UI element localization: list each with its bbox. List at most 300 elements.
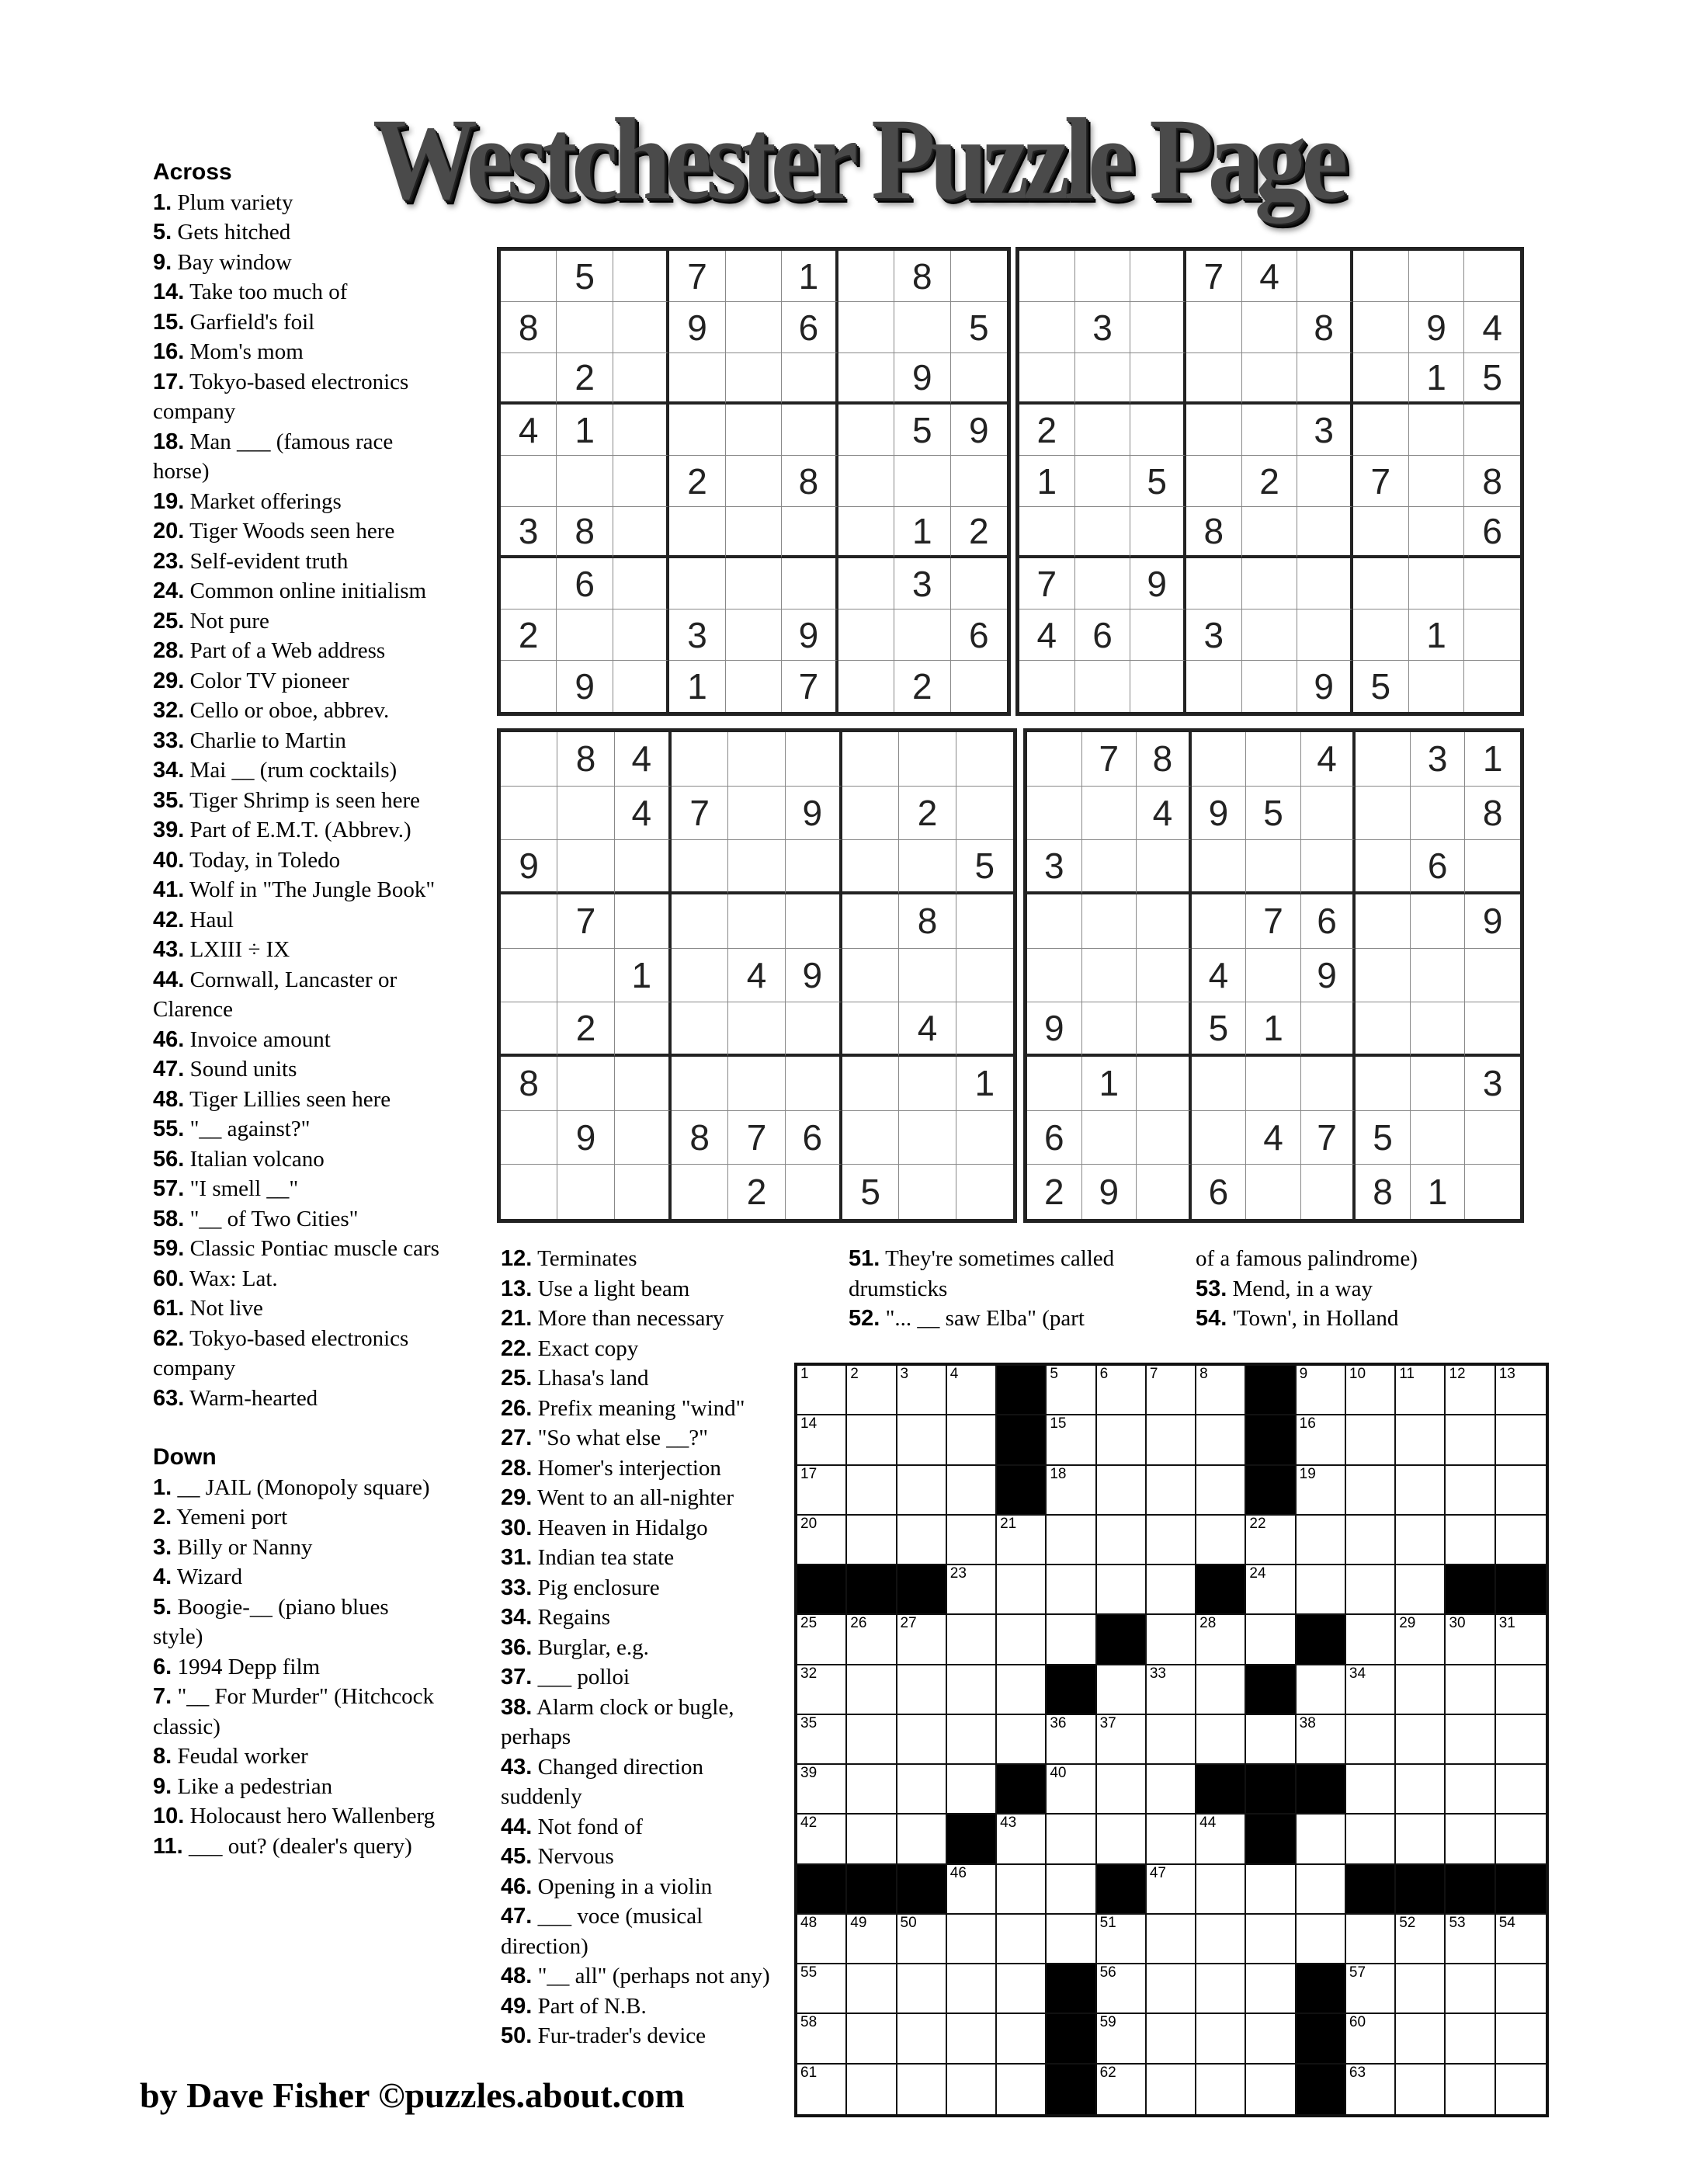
sudoku-cell[interactable] xyxy=(1075,507,1131,558)
crossword-square[interactable] xyxy=(1147,1415,1196,1465)
crossword-square[interactable] xyxy=(1496,2065,1546,2114)
sudoku-cell[interactable] xyxy=(1301,949,1356,1003)
sudoku-cell[interactable] xyxy=(615,1057,672,1111)
sudoku-cell[interactable] xyxy=(1465,1165,1520,1219)
sudoku-cell[interactable] xyxy=(1019,507,1075,558)
sudoku-cell[interactable] xyxy=(1075,661,1131,712)
sudoku-cell[interactable] xyxy=(1082,1057,1137,1111)
crossword-square[interactable] xyxy=(1196,1815,1246,1864)
crossword-square[interactable] xyxy=(1496,1615,1546,1665)
sudoku-cell[interactable] xyxy=(1356,840,1411,894)
sudoku-cell[interactable] xyxy=(951,507,1007,558)
sudoku-cell[interactable] xyxy=(786,732,842,787)
sudoku-cell[interactable] xyxy=(1019,405,1075,456)
crossword-square[interactable] xyxy=(1446,1466,1495,1516)
sudoku-cell[interactable] xyxy=(1246,732,1301,787)
sudoku-cell[interactable] xyxy=(557,405,613,456)
sudoku-cell[interactable] xyxy=(1027,1057,1082,1111)
sudoku-cell[interactable] xyxy=(956,840,1013,894)
sudoku-cell[interactable] xyxy=(1301,1002,1356,1057)
crossword-square[interactable] xyxy=(947,1366,997,1415)
crossword-square[interactable] xyxy=(797,1466,847,1516)
sudoku-cell[interactable] xyxy=(726,302,782,353)
sudoku-cell[interactable] xyxy=(669,302,725,353)
crossword-square[interactable] xyxy=(1496,1964,1546,2014)
crossword-square[interactable] xyxy=(1047,1565,1096,1615)
sudoku-cell[interactable] xyxy=(1301,894,1356,949)
sudoku-cell[interactable] xyxy=(501,609,557,661)
sudoku-cell[interactable] xyxy=(786,949,842,1003)
crossword-square[interactable] xyxy=(1396,2065,1446,2114)
sudoku-cell[interactable] xyxy=(1027,787,1082,841)
sudoku-cell[interactable] xyxy=(1301,1165,1356,1219)
crossword-square[interactable] xyxy=(1396,1565,1446,1615)
sudoku-cell[interactable] xyxy=(956,949,1013,1003)
sudoku-cell[interactable] xyxy=(1130,507,1186,558)
crossword-square[interactable] xyxy=(1147,1665,1196,1715)
sudoku-cell[interactable] xyxy=(951,353,1007,405)
sudoku-cell[interactable] xyxy=(1465,732,1520,787)
sudoku-cell[interactable] xyxy=(557,661,613,712)
sudoku-cell[interactable] xyxy=(1130,302,1186,353)
crossword-square[interactable] xyxy=(1147,1466,1196,1516)
sudoku-cell[interactable] xyxy=(1464,507,1520,558)
crossword-square[interactable] xyxy=(1446,1415,1495,1465)
sudoku-cell[interactable] xyxy=(899,949,956,1003)
sudoku-cell[interactable] xyxy=(1130,353,1186,405)
crossword-square[interactable] xyxy=(897,1715,947,1765)
crossword-square[interactable] xyxy=(1496,1815,1546,1864)
sudoku-cell[interactable] xyxy=(956,1002,1013,1057)
sudoku-cell[interactable] xyxy=(1186,405,1242,456)
crossword-square[interactable] xyxy=(1196,1516,1246,1565)
sudoku-cell[interactable] xyxy=(557,353,613,405)
sudoku-cell[interactable] xyxy=(951,405,1007,456)
sudoku-cell[interactable] xyxy=(842,840,899,894)
sudoku-cell[interactable] xyxy=(1353,507,1409,558)
sudoku-cell[interactable] xyxy=(613,405,669,456)
crossword-square[interactable] xyxy=(1496,1715,1546,1765)
crossword-square[interactable] xyxy=(897,1964,947,2014)
crossword-square[interactable] xyxy=(847,1715,897,1765)
sudoku-cell[interactable] xyxy=(1242,405,1298,456)
sudoku-cell[interactable] xyxy=(1130,405,1186,456)
sudoku-cell[interactable] xyxy=(501,302,557,353)
crossword-square[interactable] xyxy=(1147,1915,1196,1964)
crossword-square[interactable] xyxy=(1246,1865,1296,1915)
sudoku-cell[interactable] xyxy=(1353,353,1409,405)
sudoku-cell[interactable] xyxy=(615,840,672,894)
sudoku-cell[interactable] xyxy=(669,353,725,405)
sudoku-cell[interactable] xyxy=(1186,456,1242,507)
sudoku-cell[interactable] xyxy=(782,302,838,353)
crossword-square[interactable] xyxy=(1297,1865,1346,1915)
crossword-square[interactable] xyxy=(1246,2014,1296,2064)
sudoku-cell[interactable] xyxy=(951,302,1007,353)
crossword-square[interactable] xyxy=(1496,1466,1546,1516)
crossword-square[interactable] xyxy=(1097,1715,1147,1765)
crossword-square[interactable] xyxy=(797,1665,847,1715)
crossword-square[interactable] xyxy=(1346,1765,1396,1815)
sudoku-cell[interactable] xyxy=(951,251,1007,302)
sudoku-cell[interactable] xyxy=(1027,1165,1082,1219)
crossword-square[interactable] xyxy=(1047,1516,1096,1565)
crossword-square[interactable] xyxy=(1496,1765,1546,1815)
sudoku-cell[interactable] xyxy=(786,1002,842,1057)
sudoku-cell[interactable] xyxy=(951,661,1007,712)
crossword-square[interactable] xyxy=(997,1715,1047,1765)
sudoku-cell[interactable] xyxy=(1297,251,1353,302)
crossword-square[interactable] xyxy=(1396,1964,1446,2014)
sudoku-cell[interactable] xyxy=(726,661,782,712)
sudoku-cell[interactable] xyxy=(726,456,782,507)
sudoku-cell[interactable] xyxy=(1242,507,1298,558)
crossword-square[interactable] xyxy=(947,1915,997,1964)
sudoku-cell[interactable] xyxy=(669,405,725,456)
crossword-square[interactable] xyxy=(1047,1415,1096,1465)
sudoku-cell[interactable] xyxy=(501,949,557,1003)
sudoku-cell[interactable] xyxy=(1130,558,1186,609)
sudoku-cell[interactable] xyxy=(557,787,614,841)
crossword-square[interactable] xyxy=(1097,1366,1147,1415)
sudoku-cell[interactable] xyxy=(838,405,894,456)
sudoku-cell[interactable] xyxy=(1137,1057,1192,1111)
sudoku-cell[interactable] xyxy=(672,949,728,1003)
sudoku-cell[interactable] xyxy=(899,1057,956,1111)
sudoku-cell[interactable] xyxy=(728,949,785,1003)
crossword-square[interactable] xyxy=(1346,1415,1396,1465)
crossword-square[interactable] xyxy=(897,1615,947,1665)
sudoku-cell[interactable] xyxy=(501,840,557,894)
crossword-square[interactable] xyxy=(847,2065,897,2114)
crossword-square[interactable] xyxy=(1297,1715,1346,1765)
sudoku-cell[interactable] xyxy=(1353,251,1409,302)
sudoku-cell[interactable] xyxy=(838,609,894,661)
sudoku-cell[interactable] xyxy=(1464,405,1520,456)
sudoku-cell[interactable] xyxy=(786,1111,842,1165)
crossword-square[interactable] xyxy=(1147,2014,1196,2064)
crossword-square[interactable] xyxy=(1097,1415,1147,1465)
sudoku-cell[interactable] xyxy=(1464,609,1520,661)
sudoku-cell[interactable] xyxy=(1082,1002,1137,1057)
sudoku-cell[interactable] xyxy=(672,1111,728,1165)
crossword-square[interactable] xyxy=(1047,1915,1096,1964)
sudoku-cell[interactable] xyxy=(1075,353,1131,405)
sudoku-cell[interactable] xyxy=(786,894,842,949)
crossword-square[interactable] xyxy=(997,1665,1047,1715)
sudoku-cell[interactable] xyxy=(1027,840,1082,894)
sudoku-cell[interactable] xyxy=(1246,1002,1301,1057)
crossword-square[interactable] xyxy=(947,1765,997,1815)
sudoku-cell[interactable] xyxy=(1130,456,1186,507)
crossword-square[interactable] xyxy=(797,1964,847,2014)
sudoku-cell[interactable] xyxy=(1301,840,1356,894)
crossword-square[interactable] xyxy=(947,1615,997,1665)
sudoku-cell[interactable] xyxy=(501,1057,557,1111)
crossword-square[interactable] xyxy=(797,1915,847,1964)
sudoku-cell[interactable] xyxy=(1019,456,1075,507)
sudoku-cell[interactable] xyxy=(1019,353,1075,405)
sudoku-cell[interactable] xyxy=(557,507,613,558)
sudoku-cell[interactable] xyxy=(726,405,782,456)
sudoku-cell[interactable] xyxy=(613,609,669,661)
sudoku-cell[interactable] xyxy=(782,661,838,712)
crossword-square[interactable] xyxy=(1446,2014,1495,2064)
crossword-square[interactable] xyxy=(1346,1565,1396,1615)
sudoku-cell[interactable] xyxy=(1409,353,1465,405)
crossword-square[interactable] xyxy=(797,1765,847,1815)
sudoku-cell[interactable] xyxy=(1465,787,1520,841)
sudoku-cell[interactable] xyxy=(1356,1002,1411,1057)
sudoku-cell[interactable] xyxy=(1137,840,1192,894)
sudoku-cell[interactable] xyxy=(1353,456,1409,507)
crossword-square[interactable] xyxy=(797,2065,847,2114)
crossword-square[interactable] xyxy=(1297,1466,1346,1516)
sudoku-cell[interactable] xyxy=(728,787,785,841)
sudoku-cell[interactable] xyxy=(1297,558,1353,609)
crossword-square[interactable] xyxy=(1496,1415,1546,1465)
sudoku-cell[interactable] xyxy=(726,609,782,661)
crossword-square[interactable] xyxy=(897,1366,947,1415)
crossword-square[interactable] xyxy=(1047,1366,1096,1415)
sudoku-cell[interactable] xyxy=(1297,661,1353,712)
crossword-square[interactable] xyxy=(1446,1715,1495,1765)
sudoku-cell[interactable] xyxy=(669,609,725,661)
crossword-square[interactable] xyxy=(1346,1964,1396,2014)
sudoku-cell[interactable] xyxy=(899,840,956,894)
sudoku-cell[interactable] xyxy=(672,1165,728,1219)
sudoku-cell[interactable] xyxy=(1137,787,1192,841)
crossword-square[interactable] xyxy=(797,1366,847,1415)
crossword-square[interactable] xyxy=(1047,1615,1096,1665)
sudoku-cell[interactable] xyxy=(838,353,894,405)
crossword-square[interactable] xyxy=(947,2065,997,2114)
crossword-square[interactable] xyxy=(997,1815,1047,1864)
crossword-square[interactable] xyxy=(997,1516,1047,1565)
sudoku-cell[interactable] xyxy=(1464,302,1520,353)
crossword-square[interactable] xyxy=(1396,1715,1446,1765)
sudoku-cell[interactable] xyxy=(728,1111,785,1165)
crossword-square[interactable] xyxy=(947,2014,997,2064)
sudoku-cell[interactable] xyxy=(894,558,950,609)
crossword-square[interactable] xyxy=(847,1466,897,1516)
crossword-square[interactable] xyxy=(1396,1915,1446,1964)
sudoku-cell[interactable] xyxy=(557,894,614,949)
sudoku-cell[interactable] xyxy=(1082,732,1137,787)
sudoku-cell[interactable] xyxy=(1297,302,1353,353)
crossword-square[interactable] xyxy=(1246,2065,1296,2114)
crossword-square[interactable] xyxy=(1346,1516,1396,1565)
sudoku-cell[interactable] xyxy=(557,302,613,353)
sudoku-cell[interactable] xyxy=(899,732,956,787)
sudoku-cell[interactable] xyxy=(1411,787,1466,841)
sudoku-cell[interactable] xyxy=(1464,661,1520,712)
sudoku-cell[interactable] xyxy=(615,732,672,787)
sudoku-cell[interactable] xyxy=(501,661,557,712)
sudoku-cell[interactable] xyxy=(838,661,894,712)
sudoku-cell[interactable] xyxy=(1019,558,1075,609)
sudoku-cell[interactable] xyxy=(1192,732,1247,787)
sudoku-cell[interactable] xyxy=(557,840,614,894)
sudoku-cell[interactable] xyxy=(726,353,782,405)
sudoku-cell[interactable] xyxy=(1019,251,1075,302)
sudoku-cell[interactable] xyxy=(726,251,782,302)
crossword-square[interactable] xyxy=(1246,1615,1296,1665)
crossword-square[interactable] xyxy=(1047,1466,1096,1516)
sudoku-cell[interactable] xyxy=(501,251,557,302)
crossword-square[interactable] xyxy=(847,1964,897,2014)
sudoku-cell[interactable] xyxy=(951,456,1007,507)
sudoku-cell[interactable] xyxy=(613,661,669,712)
sudoku-cell[interactable] xyxy=(842,1111,899,1165)
crossword-square[interactable] xyxy=(797,1516,847,1565)
sudoku-cell[interactable] xyxy=(672,840,728,894)
sudoku-cell[interactable] xyxy=(956,1057,1013,1111)
sudoku-cell[interactable] xyxy=(1356,1111,1411,1165)
sudoku-cell[interactable] xyxy=(1411,1111,1466,1165)
crossword-square[interactable] xyxy=(947,1715,997,1765)
sudoku-cell[interactable] xyxy=(786,840,842,894)
crossword-square[interactable] xyxy=(1496,1915,1546,1964)
sudoku-cell[interactable] xyxy=(615,894,672,949)
sudoku-cell[interactable] xyxy=(669,251,725,302)
sudoku-cell[interactable] xyxy=(1464,456,1520,507)
sudoku-cell[interactable] xyxy=(1246,949,1301,1003)
sudoku-cell[interactable] xyxy=(1130,661,1186,712)
crossword-square[interactable] xyxy=(847,1815,897,1864)
sudoku-cell[interactable] xyxy=(1301,732,1356,787)
sudoku-cell[interactable] xyxy=(615,787,672,841)
sudoku-cell[interactable] xyxy=(1353,302,1409,353)
crossword-square[interactable] xyxy=(847,2014,897,2064)
sudoku-cell[interactable] xyxy=(782,507,838,558)
sudoku-cell[interactable] xyxy=(1465,840,1520,894)
crossword-square[interactable] xyxy=(1496,1665,1546,1715)
sudoku-cell[interactable] xyxy=(786,787,842,841)
crossword-square[interactable] xyxy=(1196,1615,1246,1665)
sudoku-cell[interactable] xyxy=(782,456,838,507)
crossword-square[interactable] xyxy=(1097,1964,1147,2014)
crossword-square[interactable] xyxy=(1346,1665,1396,1715)
sudoku-cell[interactable] xyxy=(894,302,950,353)
crossword-square[interactable] xyxy=(1097,1565,1147,1615)
sudoku-cell[interactable] xyxy=(501,558,557,609)
crossword-square[interactable] xyxy=(1396,1466,1446,1516)
sudoku-cell[interactable] xyxy=(899,1111,956,1165)
crossword-square[interactable] xyxy=(897,1665,947,1715)
sudoku-cell[interactable] xyxy=(1130,251,1186,302)
crossword-square[interactable] xyxy=(1346,1366,1396,1415)
sudoku-cell[interactable] xyxy=(842,894,899,949)
crossword-square[interactable] xyxy=(947,1865,997,1915)
sudoku-cell[interactable] xyxy=(1246,1165,1301,1219)
crossword-square[interactable] xyxy=(1297,1366,1346,1415)
sudoku-cell[interactable] xyxy=(1465,1111,1520,1165)
sudoku-cell[interactable] xyxy=(1356,1057,1411,1111)
sudoku-cell[interactable] xyxy=(1297,353,1353,405)
sudoku-cell[interactable] xyxy=(1411,894,1466,949)
sudoku-cell[interactable] xyxy=(838,456,894,507)
sudoku-cell[interactable] xyxy=(672,787,728,841)
crossword-square[interactable] xyxy=(1147,1615,1196,1665)
sudoku-cell[interactable] xyxy=(1192,1165,1247,1219)
crossword-square[interactable] xyxy=(1396,1516,1446,1565)
sudoku-cell[interactable] xyxy=(1242,302,1298,353)
crossword-square[interactable] xyxy=(847,1366,897,1415)
crossword-square[interactable] xyxy=(947,1964,997,2014)
sudoku-cell[interactable] xyxy=(1242,609,1298,661)
sudoku-cell[interactable] xyxy=(1192,1111,1247,1165)
sudoku-cell[interactable] xyxy=(615,949,672,1003)
crossword-square[interactable] xyxy=(1396,1615,1446,1665)
sudoku-cell[interactable] xyxy=(782,558,838,609)
crossword-square[interactable] xyxy=(1097,1815,1147,1864)
sudoku-cell[interactable] xyxy=(1409,405,1465,456)
sudoku-cell[interactable] xyxy=(557,1111,614,1165)
crossword-square[interactable] xyxy=(847,1516,897,1565)
sudoku-cell[interactable] xyxy=(1246,1057,1301,1111)
crossword-square[interactable] xyxy=(997,1915,1047,1964)
sudoku-cell[interactable] xyxy=(1075,609,1131,661)
sudoku-cell[interactable] xyxy=(842,1057,899,1111)
crossword-square[interactable] xyxy=(1196,1915,1246,1964)
sudoku-cell[interactable] xyxy=(557,1057,614,1111)
sudoku-cell[interactable] xyxy=(786,1165,842,1219)
sudoku-cell[interactable] xyxy=(501,1111,557,1165)
sudoku-cell[interactable] xyxy=(1186,507,1242,558)
crossword-square[interactable] xyxy=(1346,1615,1396,1665)
sudoku-cell[interactable] xyxy=(842,787,899,841)
sudoku-cell[interactable] xyxy=(1019,302,1075,353)
crossword-square[interactable] xyxy=(1496,1516,1546,1565)
crossword-square[interactable] xyxy=(1196,1964,1246,2014)
sudoku-cell[interactable] xyxy=(728,1002,785,1057)
sudoku-cell[interactable] xyxy=(899,1002,956,1057)
sudoku-cell[interactable] xyxy=(1356,787,1411,841)
sudoku-cell[interactable] xyxy=(1192,840,1247,894)
sudoku-cell[interactable] xyxy=(1027,1002,1082,1057)
sudoku-cell[interactable] xyxy=(1242,353,1298,405)
sudoku-cell[interactable] xyxy=(1192,1057,1247,1111)
sudoku-cell[interactable] xyxy=(1411,732,1466,787)
sudoku-cell[interactable] xyxy=(501,732,557,787)
sudoku-cell[interactable] xyxy=(669,558,725,609)
crossword-square[interactable] xyxy=(1297,1665,1346,1715)
sudoku-cell[interactable] xyxy=(728,894,785,949)
crossword-square[interactable] xyxy=(1147,2065,1196,2114)
sudoku-cell[interactable] xyxy=(557,1165,614,1219)
sudoku-cell[interactable] xyxy=(1465,1002,1520,1057)
crossword-square[interactable] xyxy=(1196,1715,1246,1765)
sudoku-cell[interactable] xyxy=(1075,251,1131,302)
sudoku-cell[interactable] xyxy=(956,732,1013,787)
crossword-square[interactable] xyxy=(897,1765,947,1815)
sudoku-cell[interactable] xyxy=(1137,732,1192,787)
sudoku-cell[interactable] xyxy=(1465,1057,1520,1111)
sudoku-cell[interactable] xyxy=(842,949,899,1003)
crossword-square[interactable] xyxy=(1446,1765,1495,1815)
crossword-square[interactable] xyxy=(947,1665,997,1715)
crossword-square[interactable] xyxy=(847,1415,897,1465)
sudoku-cell[interactable] xyxy=(1297,405,1353,456)
crossword-square[interactable] xyxy=(1246,1516,1296,1565)
sudoku-cell[interactable] xyxy=(1137,894,1192,949)
sudoku-cell[interactable] xyxy=(1075,558,1131,609)
sudoku-cell[interactable] xyxy=(501,405,557,456)
crossword-square[interactable] xyxy=(1346,1715,1396,1765)
crossword-square[interactable] xyxy=(1446,1665,1495,1715)
sudoku-cell[interactable] xyxy=(1242,661,1298,712)
